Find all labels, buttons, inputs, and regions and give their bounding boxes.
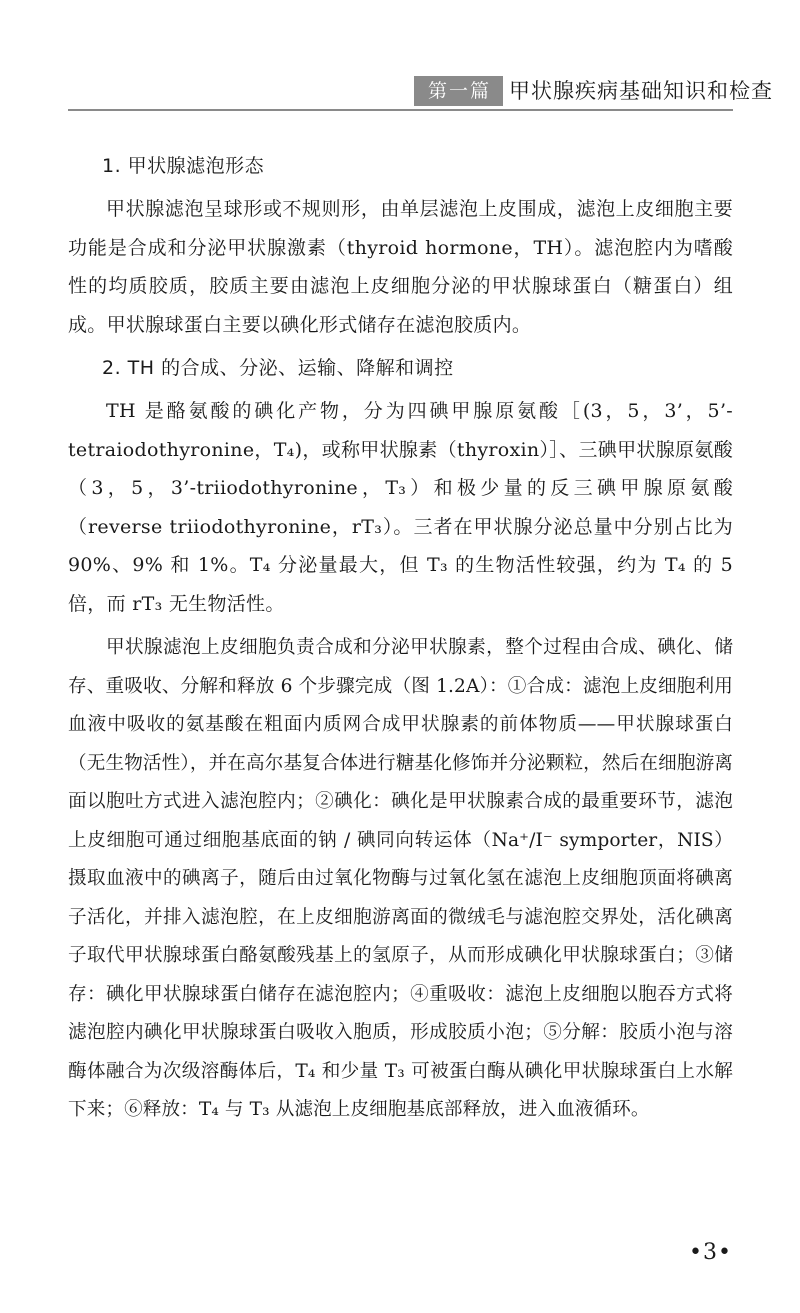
section-heading-th: 2. TH 的合成、分泌、运输、降解和调控 bbox=[102, 357, 454, 379]
running-header bbox=[414, 76, 773, 106]
paragraph-follicle-morphology: 甲状腺滤泡呈球形或不规则形，由单层滤泡上皮围成，滤泡上皮细胞主要功能是合成和分泌甲状腺激素（thyroid hormone，TH）。滤泡腔内为嗜酸性的均质胶质，胶质主要由滤泡上皮细胞分泌的甲状腺球蛋白（糖蛋白）组成。甲状腺球蛋白主要以碘化形式储存在滤泡胶质内。 bbox=[68, 198, 733, 336]
page-number: •3• bbox=[689, 1240, 732, 1265]
part-label: 第一篇 bbox=[414, 76, 503, 106]
running-header-title: 甲状腺疾病基础知识和检查 bbox=[509, 79, 774, 103]
section-heading-follicle: 1. 甲状腺滤泡形态 bbox=[102, 155, 265, 177]
page-body bbox=[68, 148, 733, 1136]
header-divider bbox=[68, 109, 733, 111]
paragraph-th-forms: TH 是酪氨酸的碘化产物，分为四碘甲腺原氨酸［(3，5，3’，5’-tetraiodothyronine，T₄)，或称甲状腺素（thyroxin）］、三碘甲状腺原氨酸（3，5，3’-triiodothyronine，T₃）和极少量的反三碘甲腺原氨酸（reverse triiodothyronine，rT₃）。三者在甲状腺分泌总量中分别占比为 90%、9% 和 1%。T₄ 分泌量最大，但 T₃ 的生物活性较强，约为 T₄ 的 5 倍，而 rT₃ 无生物活性。 bbox=[68, 400, 733, 615]
paragraph-th-synthesis-steps: 甲状腺滤泡上皮细胞负责合成和分泌甲状腺素，整个过程由合成、碘化、储存、重吸收、分解和释放 6 个步骤完成（图 1.2A）：①合成：滤泡上皮细胞利用血液中吸收的氨基酸在粗面内质网合成甲状腺素的前体物质——甲状腺球蛋白（无生物活性），并在高尔基复合体进行糖基化修饰并分泌颗粒，然后在细胞游离面以胞吐方式进入滤泡腔内；②碘化：碘化是甲状腺素合成的最重要环节，滤泡上皮细胞可通过细胞基底面的钠 / 碘同向转运体（Na⁺/I⁻ symporter，NIS）摄取血液中的碘离子，随后由过氧化物酶与过氧化氢在滤泡上皮细胞顶面将碘离子活化，并排入滤泡腔，在上皮细胞游离面的微绒毛与滤泡腔交界处，活化碘离子取代甲状腺球蛋白酪氨酸残基上的氢原子，从而形成碘化甲状腺球蛋白；③储存：碘化甲状腺球蛋白储存在滤泡腔内；④重吸收：滤泡上皮细胞以胞吞方式将滤泡腔内碘化甲状腺球蛋白吸收入胞质，形成胶质小泡；⑤分解：胶质小泡与溶酶体融合为次级溶酶体后，T₄ 和少量 T₃ 可被蛋白酶从碘化甲状腺球蛋白上水解下来；⑥释放：T₄ 与 T₃ 从滤泡上皮细胞基底部释放，进入血液循环。 bbox=[68, 637, 733, 1120]
